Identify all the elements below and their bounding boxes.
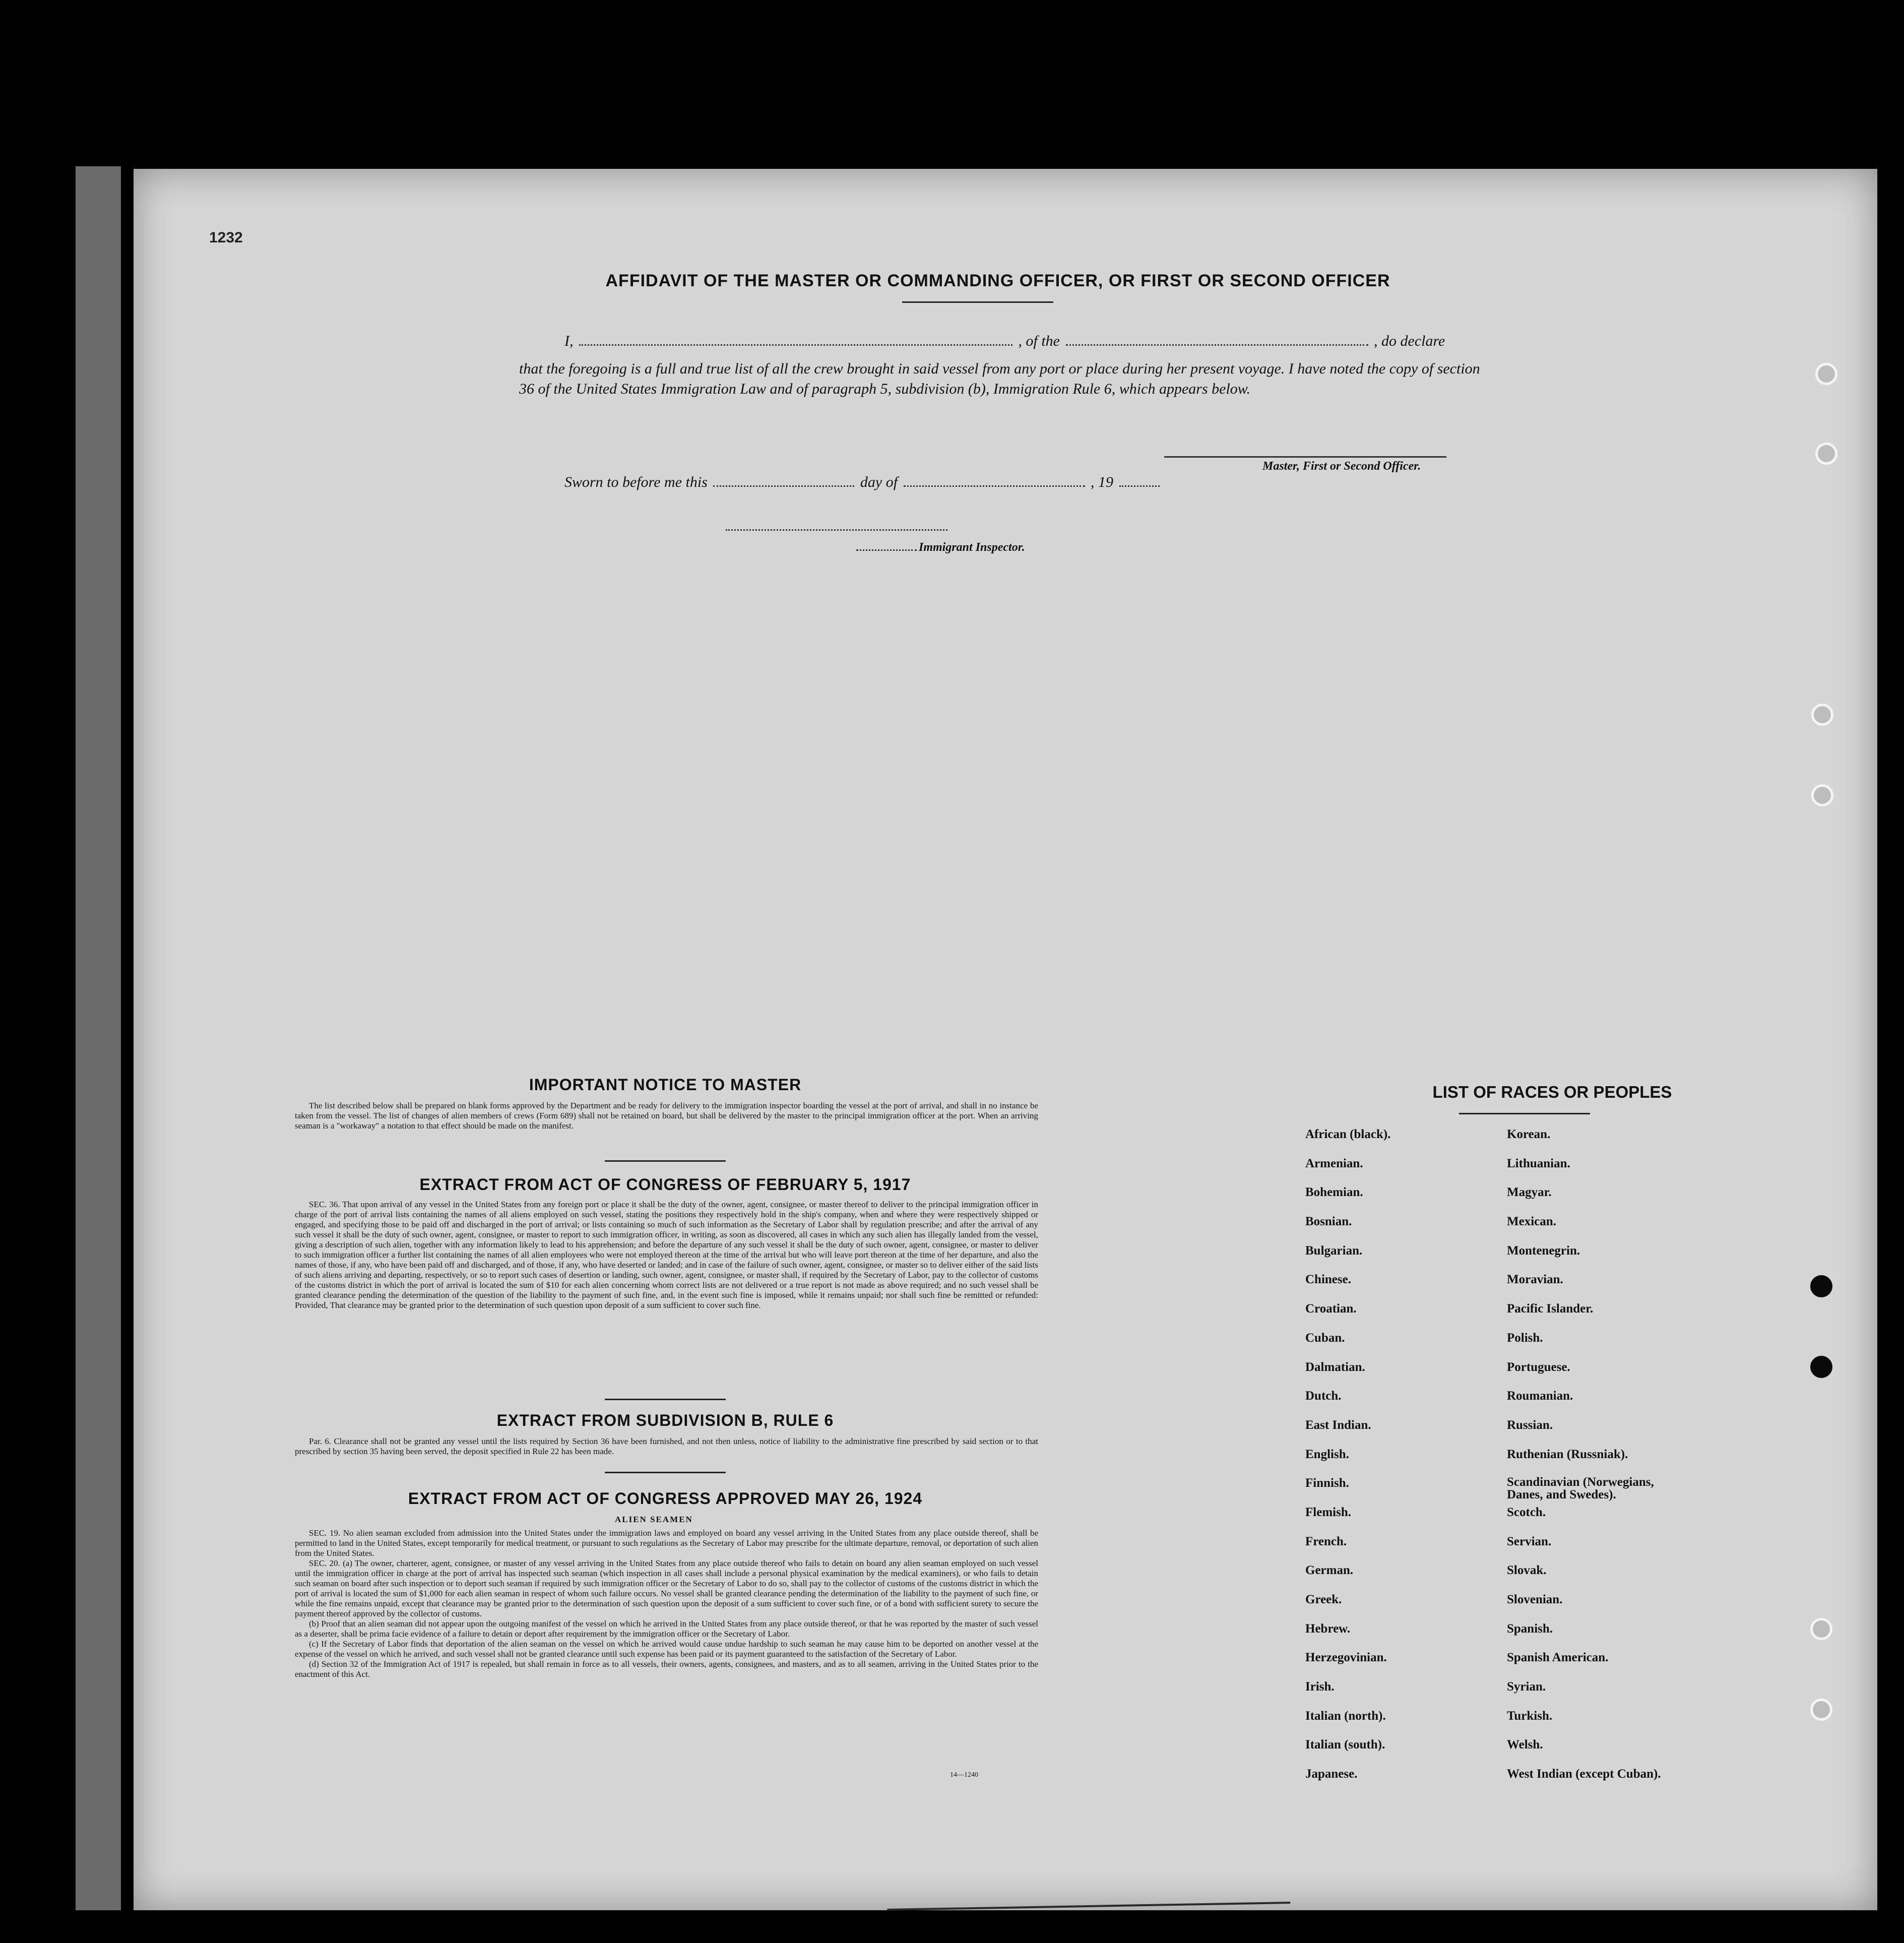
section-36-paragraph: SEC. 36. That upon arrival of any vessel in the United States from any foreign port or place it shall be the duty of the owner, agent, consignee, or master thereof to deliver to the principal immigration officer in charge of the port of arrival lists containing the names of all aliens employed on such vessel, stating the positions they respectively hold in the ship's company, when and where they were respectively shipped or engaged, and specifying those to be paid off and discharged in the port of arrival; or lists containing so much of such information as the Secretary of Labor shall by regulation prescribe; and after the arrival of any such vessel it shall be the duty of such owner, agent, consignee, or master to report to such immigration officer, in writing, as soon as discovered, all cases in which any such alien has illegally landed from the vessel, giving a description of such alien, together with any information likely to lead to his apprehension; and before the departure of any such vessel it shall be the duty of such owner, agent, consignee, or master to deliver to such immigration officer a further list containing the names of all alien employees who were not employed thereon at the time of the arrival but who will leave port thereon at the time of her departure, and also the names of those, if any, who have been paid off and discharged, and of those, if any, who have deserted or landed; and in case of the failure of such owner, agent, consignee, or master so to deliver either of the said lists of such aliens arriving and departing, respectively, or so to report such cases of desertion or landing, such owner, agent, consignee, or master shall, if required by the Secretary of Labor, pay to the collector of customs of the customs district in which the port of arrival is located the sum of $10 for each alien concerning whom correct lists are not delivered or a true report is not made as above required; and no such vessel shall be granted clearance pending the determination of the question of the liability to the payment of such fine, and, in the event such fine is imposed, while it remains unpaid; nor shall such fine be remitted or refunded: Provided, That clearance may be granted prior to the determination of such question upon deposit of a sum sufficient to cover such fine. xyxy=(295,1200,1038,1310)
par-6-paragraph: Par. 6. Clearance shall not be granted any vessel until the lists required by Section 36 have been furnished, and not then unless, notice of liability to the administrative fine prescribed by said section or to that prescribed by section 35 having been served, the deposit specified in Rule 22 has been made. xyxy=(295,1436,1038,1456)
race-item: Flemish. xyxy=(1305,1505,1351,1519)
notice-divider xyxy=(605,1160,726,1162)
extract-1917-heading: EXTRACT FROM ACT OF CONGRESS OF FEBRUARY 5, 1917 xyxy=(419,1175,911,1194)
race-item: Scotch. xyxy=(1507,1505,1546,1519)
master-signature-label: Master, First or Second Officer. xyxy=(1262,460,1421,473)
sec-20b-paragraph: (b) Proof that an alien seaman did not appear upon the outgoing manifest of the vessel on which he arrived in the United States from any place outside thereof, or that he was reported by the master of such vessel as a deserter, shall be prima facie evidence of a failure to detain or deport after requirement by the immigration officer or the Secretary of Labor. xyxy=(295,1619,1038,1639)
race-item: Pacific Islander. xyxy=(1507,1302,1594,1316)
race-item: Croatian. xyxy=(1305,1302,1357,1316)
race-item: Mexican. xyxy=(1507,1215,1556,1229)
race-item: Hebrew. xyxy=(1305,1621,1351,1636)
race-item: Russian. xyxy=(1507,1418,1553,1432)
declare-label: , do declare xyxy=(1374,333,1445,349)
race-item: Herzegovinian. xyxy=(1305,1651,1387,1665)
sec-20d-paragraph: (d) Section 32 of the Immigration Act of 1917 is repealed, but shall remain in force as to all vessels, their owners, agents, consignees, and masters, and as to all seamen, arriving in the United States prior to the enactment of this Act. xyxy=(295,1659,1038,1679)
race-item: Chinese. xyxy=(1305,1273,1351,1287)
binder-hole-icon xyxy=(1815,443,1837,465)
alien-seamen-subheading: ALIEN SEAMEN xyxy=(615,1515,693,1524)
race-item: French. xyxy=(1305,1534,1347,1548)
race-item: Portuguese. xyxy=(1507,1360,1570,1374)
inspector-label: Immigrant Inspector. xyxy=(919,541,1025,554)
race-item: Spanish. xyxy=(1507,1621,1553,1636)
race-item: German. xyxy=(1305,1563,1354,1578)
race-item: Dalmatian. xyxy=(1305,1360,1365,1374)
race-item: Korean. xyxy=(1507,1127,1551,1141)
binder-hole-icon xyxy=(1810,1618,1832,1640)
of-the-label: , of the xyxy=(1018,333,1060,349)
race-item: Spanish American. xyxy=(1507,1651,1609,1665)
races-right-column xyxy=(1507,1127,1688,1796)
stamp-number: 1232 xyxy=(209,229,243,246)
race-item: West Indian (except Cuban). xyxy=(1507,1767,1661,1781)
affidavit-declaration-line xyxy=(564,333,1445,350)
sec-20c-paragraph: (c) If the Secretary of Labor finds that deportation of the alien seaman on the vessel on which he arrived would cause undue hardship to such seaman he may cause him to be deported on another vessel at the expense of the vessel on which he arrived, and such vessel shall not be granted clearance until such expense has been paid or its payment guaranteed to the satisfaction of the Secretary of Labor. xyxy=(295,1639,1038,1659)
race-item: Moravian. xyxy=(1507,1273,1563,1287)
race-item: Roumanian. xyxy=(1507,1389,1573,1403)
race-item: Slovak. xyxy=(1507,1563,1547,1578)
race-item: Servian. xyxy=(1507,1534,1552,1548)
race-item: Slovenian. xyxy=(1507,1593,1563,1606)
sec-20a-paragraph: SEC. 20. (a) The owner, charterer, agent, consignee, or master of any vessel arriving in the United States from any place outside thereof who fails to detain on board any alien seaman employed on such vessel until the immigration officer in charge at the port of arrival has inspected such seaman (which inspection in all cases shall include a personal physical examination by the medical examiners), or who fails to detain such seaman on board after such inspection or to deport such seaman if required by such immigration officer or the Secretary of Labor to do so, shall pay to the collector of customs of the customs district in which the port of arrival is located the sum of $1,000 for each alien seaman in respect of whom such failure occurs. No vessel shall be granted clearance pending the determination of the liability to the payment of such fine, or while the fine remains unpaid, except that clearance may be granted prior to the determination of such question upon the deposit of a sum sufficient to cover such fine, or of a bond with sufficient surety to secure the payment thereof approved by the collector of customs. xyxy=(295,1558,1038,1618)
race-item: Magyar. xyxy=(1507,1185,1552,1200)
binder-hole-icon xyxy=(1810,1275,1832,1297)
race-item: Finnish. xyxy=(1305,1476,1349,1490)
race-item: Cuban. xyxy=(1305,1331,1345,1345)
race-item: Dutch. xyxy=(1305,1389,1342,1403)
race-item: Greek. xyxy=(1305,1593,1342,1606)
bleed-through-text xyxy=(1235,534,1243,550)
extract-1917-text xyxy=(295,1200,1038,1310)
extract-rule6-divider xyxy=(605,1472,726,1473)
binder-hole-icon xyxy=(1810,1356,1832,1378)
inspector-signature-line[interactable] xyxy=(726,529,947,531)
binder-hole-icon xyxy=(1810,1699,1832,1721)
notice-text xyxy=(295,1101,1038,1131)
year-prefix: , 19 xyxy=(1091,474,1114,490)
vessel-blank[interactable] xyxy=(1066,344,1368,346)
race-item: English. xyxy=(1305,1447,1349,1461)
binder-hole-icon xyxy=(1811,784,1833,806)
extract-1924-text xyxy=(295,1528,1038,1679)
affidavit-paragraph: that the foregoing is a full and true list of all the crew brought in said vessel from any port or place during her present voyage. I have noted the copy of section 36 of the United States Immigration Law and of paragraph 5, subdivision (b), Immigration Rule 6, which appears below. xyxy=(519,360,1480,397)
races-divider xyxy=(1459,1113,1590,1114)
form-code: 14—1240 xyxy=(950,1771,978,1779)
race-item: Japanese. xyxy=(1305,1767,1358,1781)
race-item: East Indian. xyxy=(1305,1418,1371,1432)
sworn-month-blank[interactable] xyxy=(904,485,1085,487)
master-signature-line[interactable] xyxy=(1164,456,1446,458)
notice-paragraph: The list described below shall be prepared on blank forms approved by the Department and be ready for delivery to the immigration inspector boarding the vessel at the port of arrival, and shall in no instance be taken from the vessel. The list of changes of alien members of crews (Form 689) shall not be retained on board, but shall be delivered by the master to the principal immigration officer at the port. When an arriving seaman is a "workaway" a notation to that effect should be made on the manifest. xyxy=(295,1101,1038,1131)
adjacent-page-edge xyxy=(76,166,121,1910)
sworn-year-blank[interactable] xyxy=(1119,485,1160,487)
notice-heading: IMPORTANT NOTICE TO MASTER xyxy=(529,1076,802,1094)
race-item: Polish. xyxy=(1507,1331,1543,1345)
race-item: Ruthenian (Russniak). xyxy=(1507,1447,1628,1461)
race-item: Armenian. xyxy=(1305,1156,1363,1170)
name-blank[interactable] xyxy=(579,344,1012,346)
race-item: Montenegrin. xyxy=(1507,1243,1580,1258)
inspector-blank[interactable] xyxy=(856,549,917,551)
race-item: Bohemian. xyxy=(1305,1185,1363,1200)
sworn-label: Sworn to before me this xyxy=(564,474,708,490)
title-divider xyxy=(902,301,1053,303)
binder-hole-icon xyxy=(1815,363,1837,385)
binder-hole-icon xyxy=(1811,704,1833,726)
race-item: Welsh. xyxy=(1507,1738,1543,1752)
race-item: Scandinavian (Norwegians, Danes, and Swedes). xyxy=(1507,1475,1654,1502)
extract-rule6-heading: EXTRACT FROM SUBDIVISION B, RULE 6 xyxy=(496,1411,834,1429)
day-of-label: day of xyxy=(860,474,898,490)
race-item: Syrian. xyxy=(1507,1680,1546,1694)
sec-19-paragraph: SEC. 19. No alien seaman excluded from admission into the United States under the immigration laws and employed on board any vessel arriving in the United States from any place outside thereof, shall be permitted to land in the United States, except temporarily for medical treatment, or pursuant to such regulations as the Secretary of Labor may prescribe for the ultimate departure, removal, or deportation of such alien from the United States. xyxy=(295,1528,1038,1558)
race-item: Bulgarian. xyxy=(1305,1243,1363,1258)
extract-1917-divider xyxy=(605,1399,726,1400)
sworn-line xyxy=(564,474,1162,491)
race-item: African (black). xyxy=(1305,1127,1391,1141)
race-item: Italian (north). xyxy=(1305,1709,1386,1723)
races-left-column xyxy=(1305,1127,1390,1796)
race-item: Lithuanian. xyxy=(1507,1156,1570,1170)
race-item: Turkish. xyxy=(1507,1709,1553,1723)
affidavit-title: AFFIDAVIT OF THE MASTER OR COMMANDING OFFICER, OR FIRST OR SECOND OFFICER xyxy=(605,271,1390,290)
extract-1924-heading: EXTRACT FROM ACT OF CONGRESS APPROVED MAY 26, 1924 xyxy=(408,1489,923,1508)
races-title: LIST OF RACES OR PEOPLES xyxy=(1432,1083,1672,1101)
inspector-signature-label xyxy=(854,541,1025,554)
sworn-day-blank[interactable] xyxy=(713,485,854,487)
extract-rule6-text xyxy=(295,1436,1038,1457)
race-item: Italian (south). xyxy=(1305,1738,1385,1752)
race-item: Irish. xyxy=(1305,1680,1335,1694)
i-label: I, xyxy=(564,333,574,349)
race-item: Bosnian. xyxy=(1305,1215,1352,1229)
